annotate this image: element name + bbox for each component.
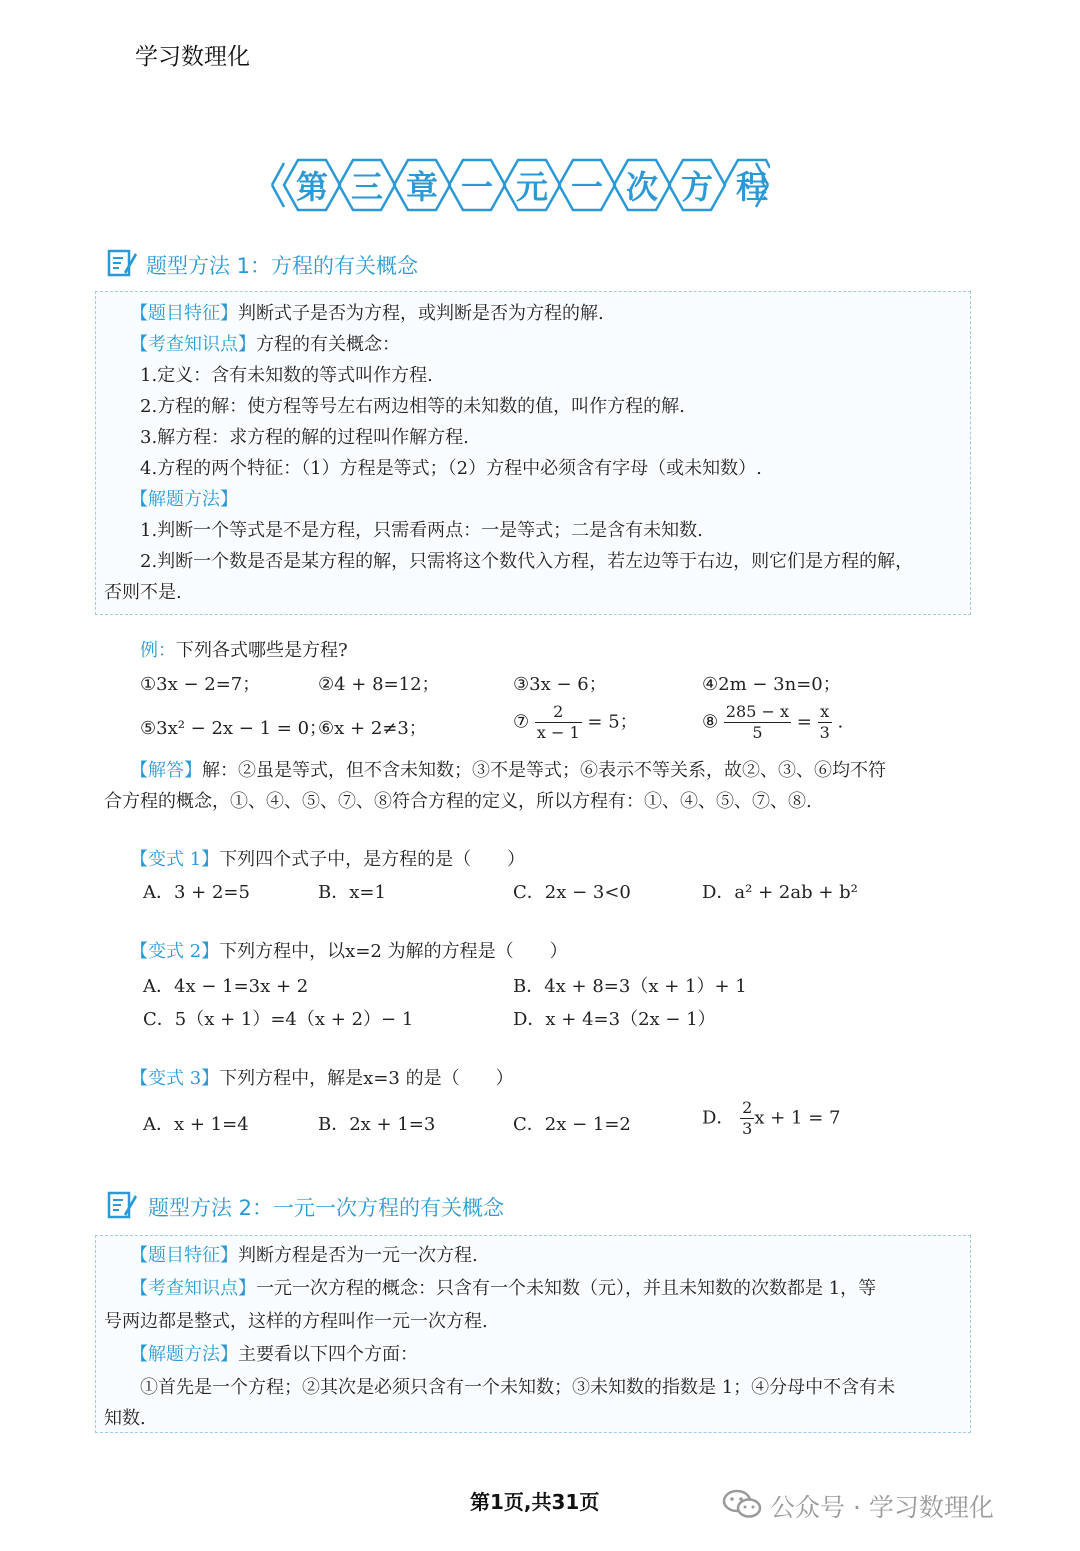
title-char: 第 xyxy=(295,168,328,206)
feature-tag: 【题目特征】 xyxy=(130,303,238,324)
wechat-icon xyxy=(722,1488,762,1520)
knowledge-line xyxy=(130,1273,876,1304)
knowledge-item: 4.方程的两个特征：（1）方程是等式；（2）方程中必须含有字母（或未知数）. xyxy=(140,458,762,479)
answer-text: 解：②虽是等式，但不含未知数；③不是等式；⑥表示不等关系，故②、③、⑥均不符 xyxy=(202,760,886,781)
method-text: 主要看以下四个方面： xyxy=(238,1344,418,1365)
title-char: 方 xyxy=(680,168,713,206)
knowledge-line: 号两边都是整式，这样的方程叫作一元一次方程. xyxy=(104,1311,488,1332)
numerator: x xyxy=(818,702,832,723)
option-suffix: x + 1 = 7 xyxy=(754,1107,841,1129)
variant3-question xyxy=(130,1064,514,1090)
variant-text: 下列方程中，解是x=3 的是（ ） xyxy=(219,1068,514,1089)
fraction xyxy=(740,1098,754,1139)
variant-tag: 【变式 2】 xyxy=(130,941,220,962)
feature-text: 判断方程是否为一元一次方程. xyxy=(238,1245,478,1266)
example-item: ⑥x + 2≠3； xyxy=(318,718,427,739)
example-item-fraction xyxy=(702,702,843,743)
option: C．2x − 3<0 xyxy=(513,882,631,903)
page-number: 第1页,共31页 xyxy=(470,1490,600,1514)
method-line: 知数. xyxy=(104,1408,146,1429)
notebook-pen-icon xyxy=(106,1190,138,1220)
title-char: 章 xyxy=(405,168,438,206)
knowledge-tag: 【考查知识点】 xyxy=(130,334,256,355)
notebook-pen-icon xyxy=(106,248,138,278)
site-name: 学习数理化 xyxy=(135,44,250,70)
variant2-question xyxy=(130,937,568,963)
item-suffix: . xyxy=(837,711,844,733)
denominator: 3 xyxy=(742,1119,753,1138)
answer-tag: 【解答】 xyxy=(130,760,202,781)
feature-line xyxy=(130,298,604,329)
method-line: ①首先是一个方程；②其次是必须只含有一个未知数；③未知数的指数是 1；④分母中不含有未 xyxy=(140,1377,896,1398)
option: D．a² + 2ab + b² xyxy=(702,882,858,903)
example-item-fraction xyxy=(513,702,638,743)
option-prefix: D． xyxy=(702,1107,735,1129)
method-item: 2.判断一个数是否是某方程的解，只需将这个数代入方程，若左边等于右边，则它们是方程的解， xyxy=(140,551,914,572)
option: B．2x + 1=3 xyxy=(318,1114,436,1135)
method-tag: 【解题方法】 xyxy=(130,489,238,510)
example-text: 下列各式哪些是方程? xyxy=(176,640,348,661)
method-item: 1.判断一个等式是不是方程，只需看两点：一是等式；二是含有未知数. xyxy=(140,520,703,541)
knowledge-item: 3.解方程：求方程的解的过程叫作解方程. xyxy=(140,427,469,448)
title-char: 元 xyxy=(515,168,548,206)
example-item: ①3x − 2=7； xyxy=(140,674,261,695)
numerator: 2 xyxy=(742,1098,753,1117)
chapter-title xyxy=(270,158,770,212)
knowledge-text: 一元一次方程的概念：只含有一个未知数（元），并且未知数的次数都是 1，等 xyxy=(256,1278,877,1299)
example-item: ③3x − 6； xyxy=(513,674,607,695)
variant-tag: 【变式 1】 xyxy=(130,849,220,870)
section2-heading: 题型方法 2：一元一次方程的有关概念 xyxy=(148,1196,505,1220)
variant-tag: 【变式 3】 xyxy=(130,1068,220,1089)
item-prefix: ⑦ xyxy=(513,711,530,733)
knowledge-item: 2.方程的解：使方程等号左右两边相等的未知数的值，叫作方程的解. xyxy=(140,396,685,417)
variant-text: 下列方程中，以x=2 为解的方程是（ ） xyxy=(219,941,568,962)
title-char: 一 xyxy=(570,168,603,206)
feature-tag: 【题目特征】 xyxy=(130,1245,238,1266)
equals-sign: = xyxy=(796,711,812,733)
example-item: ④2m − 3n=0； xyxy=(702,674,841,695)
denominator: 3 xyxy=(819,723,830,742)
option: B．4x + 8=3（x + 1）+ 1 xyxy=(513,976,747,997)
item-prefix: ⑧ xyxy=(702,711,719,733)
knowledge-text: 方程的有关概念： xyxy=(256,334,400,355)
option: C．5（x + 1）=4（x + 2）− 1 xyxy=(143,1009,414,1030)
title-char: 一 xyxy=(460,168,493,206)
example-item: ⑤3x² − 2x − 1 = 0； xyxy=(140,718,328,739)
title-char: 次 xyxy=(625,168,658,206)
example-item: ②4 + 8=12； xyxy=(318,674,440,695)
option: C．2x − 1=2 xyxy=(513,1114,631,1135)
feature-line xyxy=(130,1240,478,1271)
option: A．x + 1=4 xyxy=(143,1114,249,1135)
option xyxy=(702,1098,840,1139)
knowledge-line xyxy=(130,329,400,360)
denominator: x − 1 xyxy=(536,723,580,742)
numerator: 285 − x xyxy=(725,702,790,721)
title-char: 三 xyxy=(350,168,383,206)
example-tag: 例： xyxy=(140,640,176,661)
variant-text: 下列四个式子中，是方程的是（ ） xyxy=(219,849,526,870)
watermark-text: 公众号 · 学习数理化 xyxy=(770,1493,994,1522)
answer-line: 合方程的概念，①、④、⑤、⑦、⑧符合方程的定义，所以方程有：①、④、⑤、⑦、⑧. xyxy=(104,791,812,812)
title-char: 程 xyxy=(735,168,768,206)
item-suffix: = 5； xyxy=(587,711,638,733)
option: A．4x − 1=3x + 2 xyxy=(143,976,309,997)
denominator: 5 xyxy=(752,723,763,742)
option: A．3 + 2=5 xyxy=(143,882,250,903)
knowledge-item: 1.定义：含有未知数的等式叫作方程. xyxy=(140,365,433,386)
variant1-question xyxy=(130,845,525,871)
example-question xyxy=(140,636,348,662)
section1-heading: 题型方法 1：方程的有关概念 xyxy=(146,254,419,278)
numerator: 2 xyxy=(535,702,582,723)
feature-text: 判断式子是否为方程，或判断是否为方程的解. xyxy=(238,303,604,324)
method-line xyxy=(130,1339,418,1370)
method-tag: 【解题方法】 xyxy=(130,1344,238,1365)
method-item: 否则不是. xyxy=(104,582,182,603)
fraction xyxy=(818,702,832,743)
fraction xyxy=(724,702,791,743)
knowledge-tag: 【考查知识点】 xyxy=(130,1278,256,1299)
answer-line xyxy=(130,755,886,786)
fraction xyxy=(535,702,582,743)
option: B．x=1 xyxy=(318,882,386,903)
option: D．x + 4=3（2x − 1） xyxy=(513,1009,716,1030)
